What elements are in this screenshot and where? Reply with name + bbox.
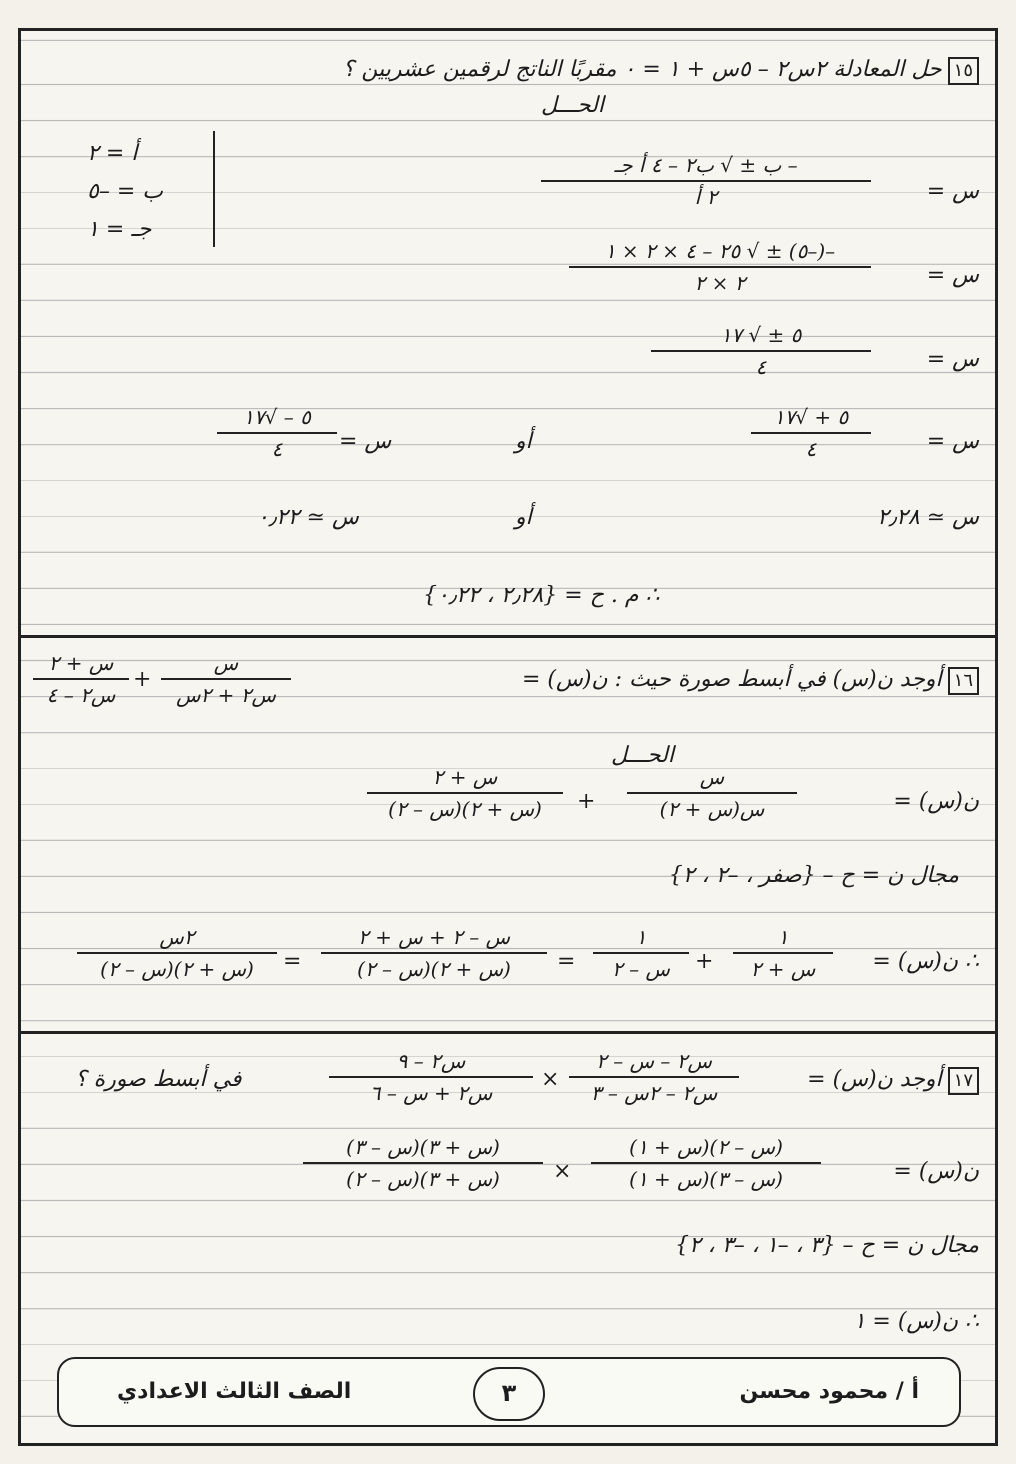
q15-coeff-a: أ = ٢ bbox=[87, 141, 138, 166]
q17-f1 bbox=[569, 1049, 739, 1105]
q15-coeff-divider bbox=[213, 131, 215, 247]
q15-root-plus-den: ٤ bbox=[805, 437, 817, 461]
footer-grade: الصف الثالث الاعدادي bbox=[117, 1379, 352, 1404]
q17-times-1: × bbox=[541, 1067, 560, 1092]
q16-h1-num: ١ bbox=[777, 925, 789, 949]
q16-f2 bbox=[33, 651, 129, 707]
q17-g1-num: (س – ٢)(س + ١) bbox=[629, 1135, 783, 1159]
q16-plus-2: + bbox=[577, 789, 596, 814]
page-footer bbox=[57, 1357, 961, 1427]
q16-equals-1: = bbox=[557, 949, 576, 974]
q16-g2-den: (س + ٢)(س – ٢) bbox=[388, 797, 542, 821]
q17-g1 bbox=[591, 1135, 821, 1191]
q16-h2-num: ١ bbox=[635, 925, 647, 949]
q15-number: ١٥ bbox=[948, 57, 979, 85]
q15-or-2: أو bbox=[515, 505, 532, 530]
q15-step1-den: ٢ أ bbox=[694, 185, 718, 209]
q16-plus-3: + bbox=[695, 949, 714, 974]
q16-solution-label: الحـــل bbox=[611, 743, 675, 768]
q17-g1-den: (س – ٣)(س + ١) bbox=[629, 1167, 783, 1191]
q15-root-minus-num: ٥ – √١٧ bbox=[243, 405, 311, 429]
q16-h3-num: س – ٢ + س + ٢ bbox=[358, 925, 510, 949]
divider-1 bbox=[21, 635, 995, 638]
q15-step2-den: ٢ × ٢ bbox=[694, 271, 746, 295]
q17-prompt bbox=[807, 1067, 979, 1095]
q17-text-start: أوجد ن(س) = bbox=[807, 1067, 942, 1092]
q16-text: أوجد ن(س) في أبسط صورة حيث : ن(س) = bbox=[521, 667, 942, 692]
q15-approx-2: س ≃ ٠٫٢٢ bbox=[257, 505, 359, 530]
q17-domain: مجال ن = ح – {٣ ، –١ ، –٣ ، ٢} bbox=[674, 1233, 979, 1258]
q15-prompt bbox=[343, 57, 979, 85]
q17-answer: ∴ ن(س) = ١ bbox=[853, 1309, 979, 1334]
q17-f2 bbox=[329, 1049, 533, 1105]
q17-g2-den: (س + ٣)(س – ٢) bbox=[346, 1167, 500, 1191]
q16-f2-den: س٢ – ٤ bbox=[46, 683, 116, 707]
q15-lhs-2: س = bbox=[926, 263, 979, 288]
q15-lhs-3: س = bbox=[926, 347, 979, 372]
q17-times-2: × bbox=[553, 1159, 572, 1184]
q16-equals-2: = bbox=[283, 949, 302, 974]
q16-h1 bbox=[733, 925, 833, 981]
q17-lhs: ن(س) = bbox=[893, 1159, 979, 1184]
worksheet-page bbox=[18, 28, 998, 1446]
q15-step3-num: ٥ ± √ ١٧ bbox=[720, 323, 802, 347]
q16-h2 bbox=[593, 925, 689, 981]
q16-g1-den: س(س + ٢) bbox=[659, 797, 765, 821]
q17-text-end: في أبسط صورة ؟ bbox=[75, 1067, 242, 1092]
q17-f1-den: س٢ – ٢س – ٣ bbox=[590, 1081, 718, 1105]
footer-teacher: أ / محمود محسن bbox=[739, 1379, 919, 1404]
q16-f1-num: س bbox=[213, 651, 239, 675]
q17-f1-num: س٢ – س – ٢ bbox=[596, 1049, 712, 1073]
q15-lhs-5: س = bbox=[339, 429, 392, 454]
q16-f1 bbox=[161, 651, 291, 707]
q17-g2 bbox=[303, 1135, 543, 1191]
q17-g2-num: (س + ٣)(س – ٣) bbox=[346, 1135, 500, 1159]
q15-step3-den: ٤ bbox=[755, 355, 767, 379]
footer-page-number: ٣ bbox=[473, 1367, 545, 1421]
q15-text: حل المعادلة ٢س٢ – ٥س + ١ = ٠ مقربًا الناتج لرقمين عشريين ؟ bbox=[342, 57, 942, 82]
q16-h1-den: س + ٢ bbox=[750, 957, 816, 981]
q17-f2-num: س٢ – ٩ bbox=[396, 1049, 466, 1073]
q15-solution-label: الحـــل bbox=[541, 93, 605, 118]
q17-f2-den: س٢ + س – ٦ bbox=[369, 1081, 493, 1105]
q16-plus-1: + bbox=[133, 667, 152, 692]
q15-step1-fraction bbox=[541, 153, 871, 209]
q16-h3-den: (س + ٢)(س – ٢) bbox=[357, 957, 511, 981]
q16-h3 bbox=[321, 925, 547, 981]
q16-g2 bbox=[367, 765, 563, 821]
q15-step1-num: – ب ± √ ب٢ – ٤ أ جـ bbox=[614, 153, 798, 177]
q15-coeff-b: ب = –٥ bbox=[87, 179, 163, 204]
q16-h4-num: ٢س bbox=[159, 925, 195, 949]
q16-g1-num: س bbox=[699, 765, 725, 789]
q16-number: ١٦ bbox=[948, 667, 979, 695]
q15-step3-fraction bbox=[651, 323, 871, 379]
q16-f2-num: س + ٢ bbox=[48, 651, 114, 675]
q15-root-plus-fraction bbox=[751, 405, 871, 461]
q15-root-minus-den: ٤ bbox=[271, 437, 283, 461]
q15-lhs-4: س = bbox=[926, 429, 979, 454]
q16-h2-den: س – ٢ bbox=[612, 957, 670, 981]
q17-number: ١٧ bbox=[948, 1067, 979, 1095]
q16-lhs: ن(س) = bbox=[893, 789, 979, 814]
q15-approx-1: س ≃ ٢٫٢٨ bbox=[877, 505, 979, 530]
q15-lhs-1: س = bbox=[926, 179, 979, 204]
q16-h4-den: (س + ٢)(س – ٢) bbox=[100, 957, 254, 981]
divider-2 bbox=[21, 1031, 995, 1034]
q16-therefore: ∴ ن(س) = bbox=[872, 949, 979, 974]
q15-coeff-c: جـ = ١ bbox=[87, 217, 152, 242]
q15-root-minus-fraction bbox=[217, 405, 337, 461]
q16-prompt bbox=[522, 667, 979, 695]
q15-root-plus-num: ٥ + √١٧ bbox=[773, 405, 849, 429]
q16-domain: مجال ن = ح – {صفر ، –٢ ، ٢} bbox=[668, 863, 959, 888]
q15-step2-fraction bbox=[569, 239, 871, 295]
q16-g1 bbox=[627, 765, 797, 821]
q16-g2-num: س + ٢ bbox=[432, 765, 498, 789]
q16-f1-den: س٢ + ٢س bbox=[176, 683, 276, 707]
q15-step2-num: –(–٥) ± √ ٢٥ – ٤ × ٢ × ١ bbox=[604, 239, 836, 263]
q15-answer: ∴ م . ح = {٢٫٢٨ ، ٠٫٢٢} bbox=[423, 583, 660, 608]
q15-or-1: أو bbox=[515, 429, 532, 454]
q16-h4 bbox=[77, 925, 277, 981]
